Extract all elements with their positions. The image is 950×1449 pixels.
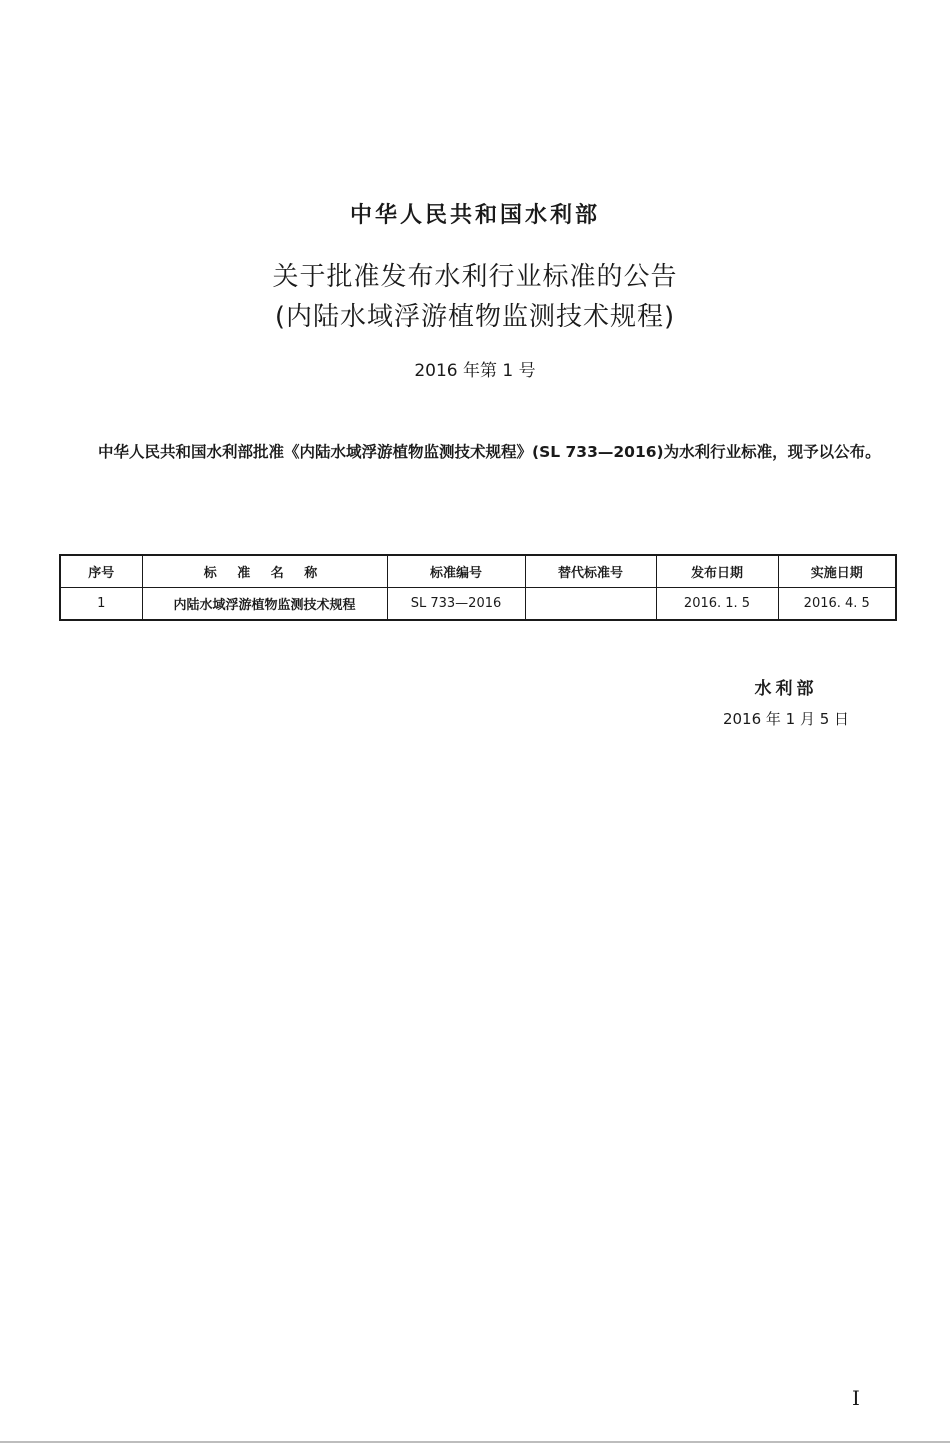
cell-release-date: 2016. 1. 5 bbox=[656, 588, 778, 621]
document-number: 2016 年第 1 号 bbox=[414, 361, 536, 381]
page-number: I bbox=[852, 1386, 860, 1410]
cell-effective-date: 2016. 4. 5 bbox=[778, 588, 896, 621]
signature-authority: 水利部 bbox=[754, 679, 818, 699]
col-header-release-date: 发布日期 bbox=[656, 555, 778, 588]
col-header-replaced-standard: 替代标准号 bbox=[525, 555, 656, 588]
cell-replaced-standard bbox=[525, 588, 656, 621]
col-header-serial: 序号 bbox=[60, 555, 142, 588]
col-header-standard-number: 标准编号 bbox=[387, 555, 525, 588]
page-bottom-divider bbox=[0, 1441, 950, 1443]
col-header-standard-name: 标 准 名 称 bbox=[142, 555, 387, 588]
standards-table bbox=[59, 554, 897, 621]
col-header-effective-date: 实施日期 bbox=[778, 555, 896, 588]
announcement-paragraph: 中华人民共和国水利部批准《内陆水域浮游植物监测技术规程》(SL 733—2016)为水利行业标准，现予以公布。 bbox=[98, 443, 881, 461]
table-header-row bbox=[60, 555, 896, 588]
cell-standard-number: SL 733—2016 bbox=[387, 588, 525, 621]
cell-standard-name: 内陆水域浮游植物监测技术规程 bbox=[142, 588, 387, 621]
announcement-title: 关于批准发布水利行业标准的公告 bbox=[272, 262, 678, 292]
issuer-name: 中华人民共和国水利部 bbox=[349, 202, 600, 228]
announcement-subtitle: (内陆水域浮游植物监测技术规程) bbox=[274, 302, 676, 332]
table-row bbox=[60, 588, 896, 621]
signature-date: 2016 年 1 月 5 日 bbox=[722, 710, 850, 728]
cell-serial: 1 bbox=[60, 588, 142, 621]
